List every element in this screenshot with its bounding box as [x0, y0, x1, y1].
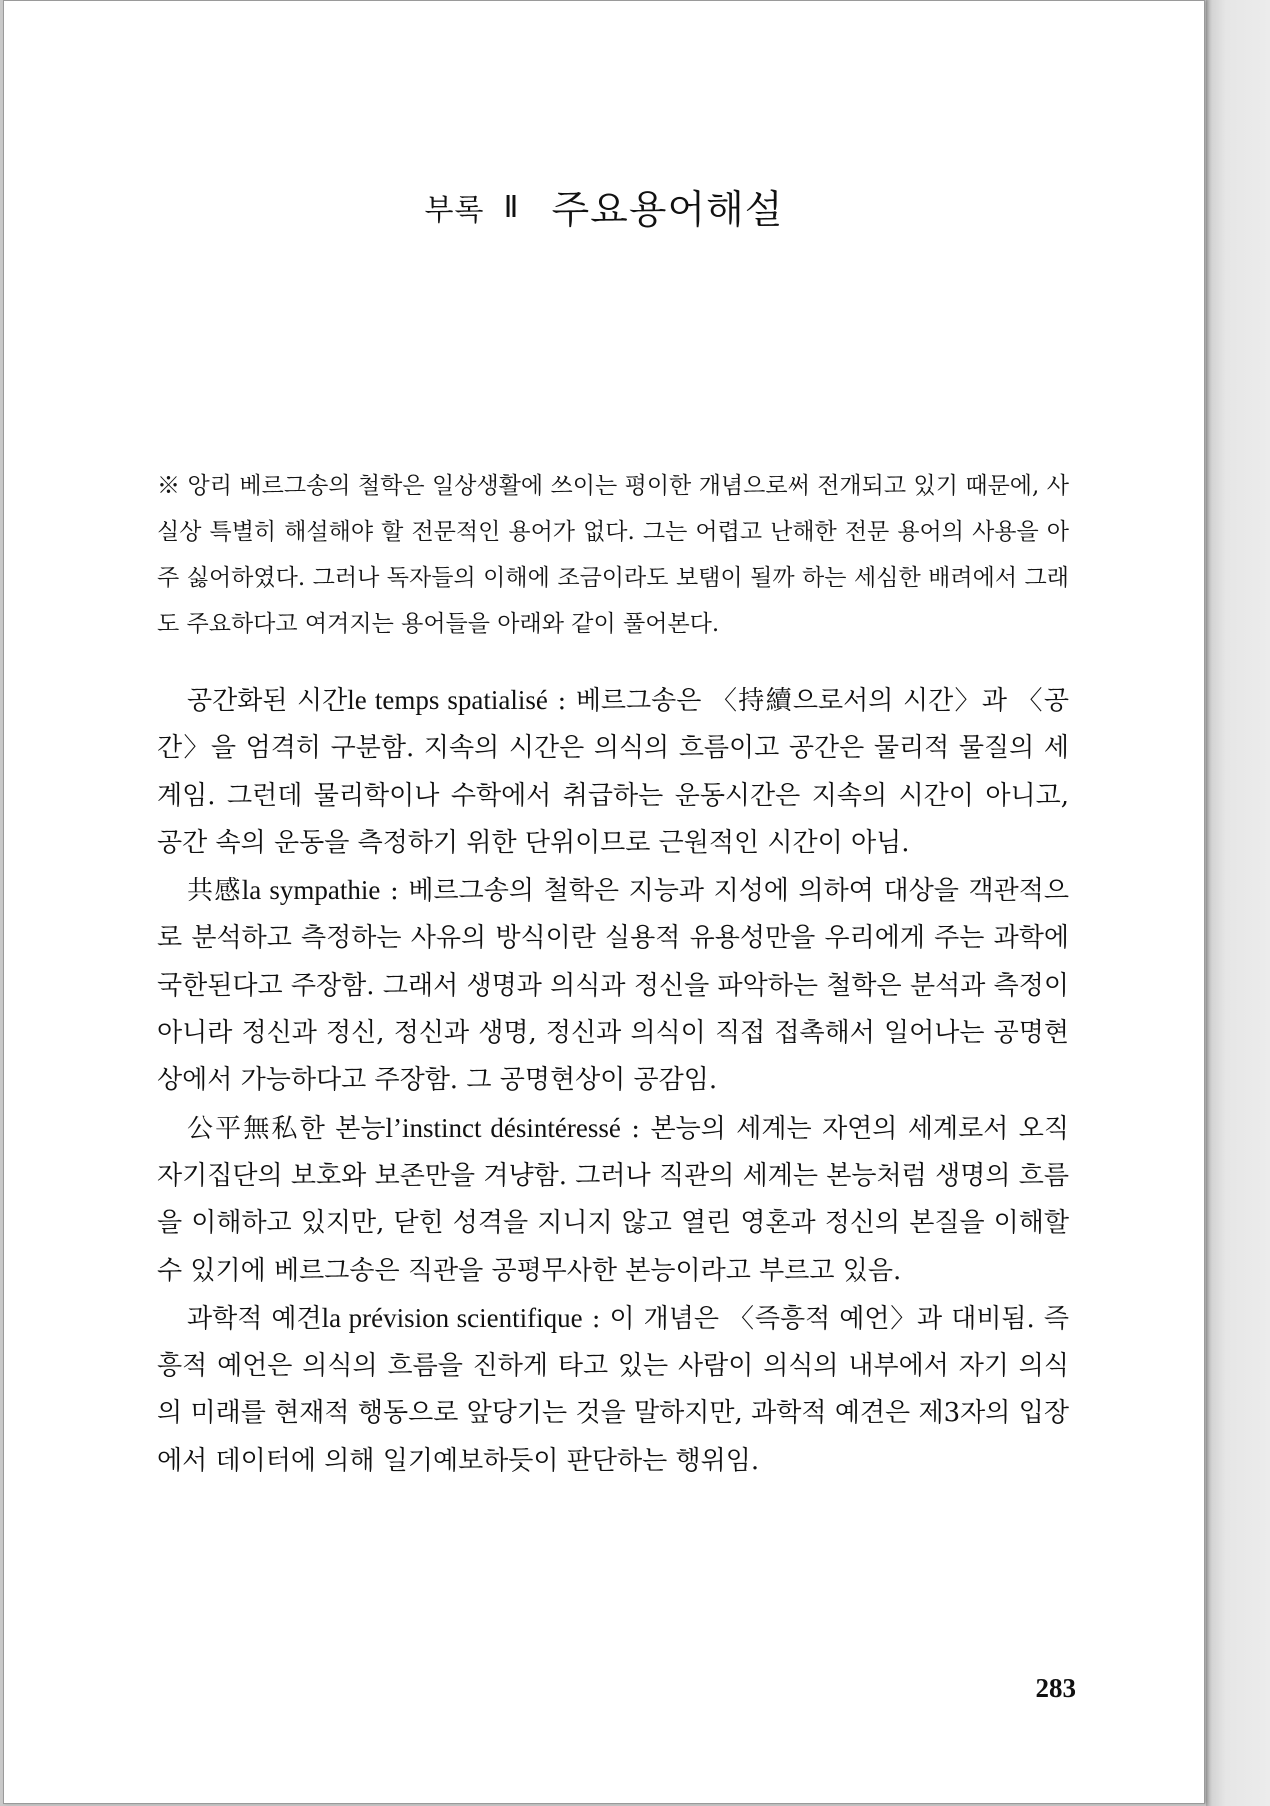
entry-separator: : [582, 1303, 610, 1334]
entry-foreign-term: la sympathie [241, 875, 381, 906]
entry-separator: : [620, 1113, 651, 1144]
glossary-entries [157, 677, 1069, 1485]
page-number: 283 [1035, 1673, 1076, 1703]
entry-term: 과학적 예견 [187, 1303, 322, 1334]
glossary-entry [157, 1295, 1069, 1485]
document-page [3, 0, 1205, 1804]
viewer-background [1206, 0, 1270, 1806]
entry-term: 공간화된 시간 [187, 686, 348, 716]
glossary-entry [157, 867, 1069, 1104]
page-title [4, 179, 1204, 235]
entry-definition: 이 개념은 〈즉흥적 예언〉과 대비됨. 즉흥적 예언은 의식의 흐름을 진하게 타고 있는 사람이 의식의 내부에서 자기 의식의 미래를 현재적 행동으로 앞당기는 것을 말하지만, 과학적 예견은 제3자의 입장에서 데이터에 의해 일기예보하듯이 판단하는 행위임. [157, 1303, 1069, 1476]
entry-term: 共感 [187, 876, 242, 907]
appendix-numeral: Ⅱ [503, 190, 519, 224]
entry-foreign-term: la prévision scientifique [321, 1302, 583, 1333]
glossary-entry [157, 1105, 1069, 1295]
entry-separator: : [547, 686, 576, 716]
entry-term: 公平無私한 본능 [187, 1113, 386, 1144]
entry-definition: 베르그송은 〈持續으로서의 시간〉과 〈공간〉을 엄격히 구분함. 지속의 시간은 의식의 흐름이고 공간은 물리적 물질의 세계임. 그런데 물리학이나 수학에서 취급하는 운동시간은 지속의 시간이 아니고, 공간 속의 운동을 측정하기 위한 단위이므로 근원적인 시간이 아님. [157, 686, 1069, 858]
entry-separator: : [380, 876, 409, 907]
intro-note: ※ 앙리 베르그송의 철학은 일상생활에 쓰이는 평이한 개념으로써 전개되고 있기 때문에, 사실상 특별히 해설해야 할 전문적인 용어가 없다. 그는 어렵고 난해한 전문 용어의 사용을 아주 싫어하였다. 그러나 독자들의 이해에 조금이라도 보탬이 될까 하는 세심한 배려에서 그래도 주요하다고 여겨지는 용어들을 아래와 같이 풀어본다. [157, 473, 1069, 637]
entry-foreign-term: l’instinct désintéressé [385, 1112, 621, 1143]
appendix-title: 주요용어해설 [551, 188, 784, 233]
appendix-label: 부록 [424, 193, 485, 228]
entry-definition: 베르그송의 철학은 지능과 지성에 의하여 대상을 객관적으로 분석하고 측정하는 사유의 방식이란 실용적 유용성만을 우리에게 주는 과학에 국한된다고 주장함. 그래서 생명과 의식과 정신을 파악하는 철학은 분석과 측정이 아니라 정신과 정신, 정신과 생명, 정신과 의식이 직접 접촉해서 일어나는 공명현상에서 가능하다고 주장함. 그 공명현상이 공감임. [157, 876, 1069, 1096]
entry-foreign-term: le temps spatialisé [347, 685, 548, 715]
glossary-entry [157, 677, 1069, 867]
entry-definition: 본능의 세계는 자연의 세계로서 오직 자기집단의 보호와 보존만을 겨냥함. 그러나 직관의 세계는 본능처럼 생명의 흐름을 이해하고 있지만, 닫힌 성격을 지니지 않고 열린 영혼과 정신의 본질을 이해할 수 있기에 베르그송은 직관을 공평무사한 본능이라고 부르고 있음. [157, 1113, 1069, 1286]
